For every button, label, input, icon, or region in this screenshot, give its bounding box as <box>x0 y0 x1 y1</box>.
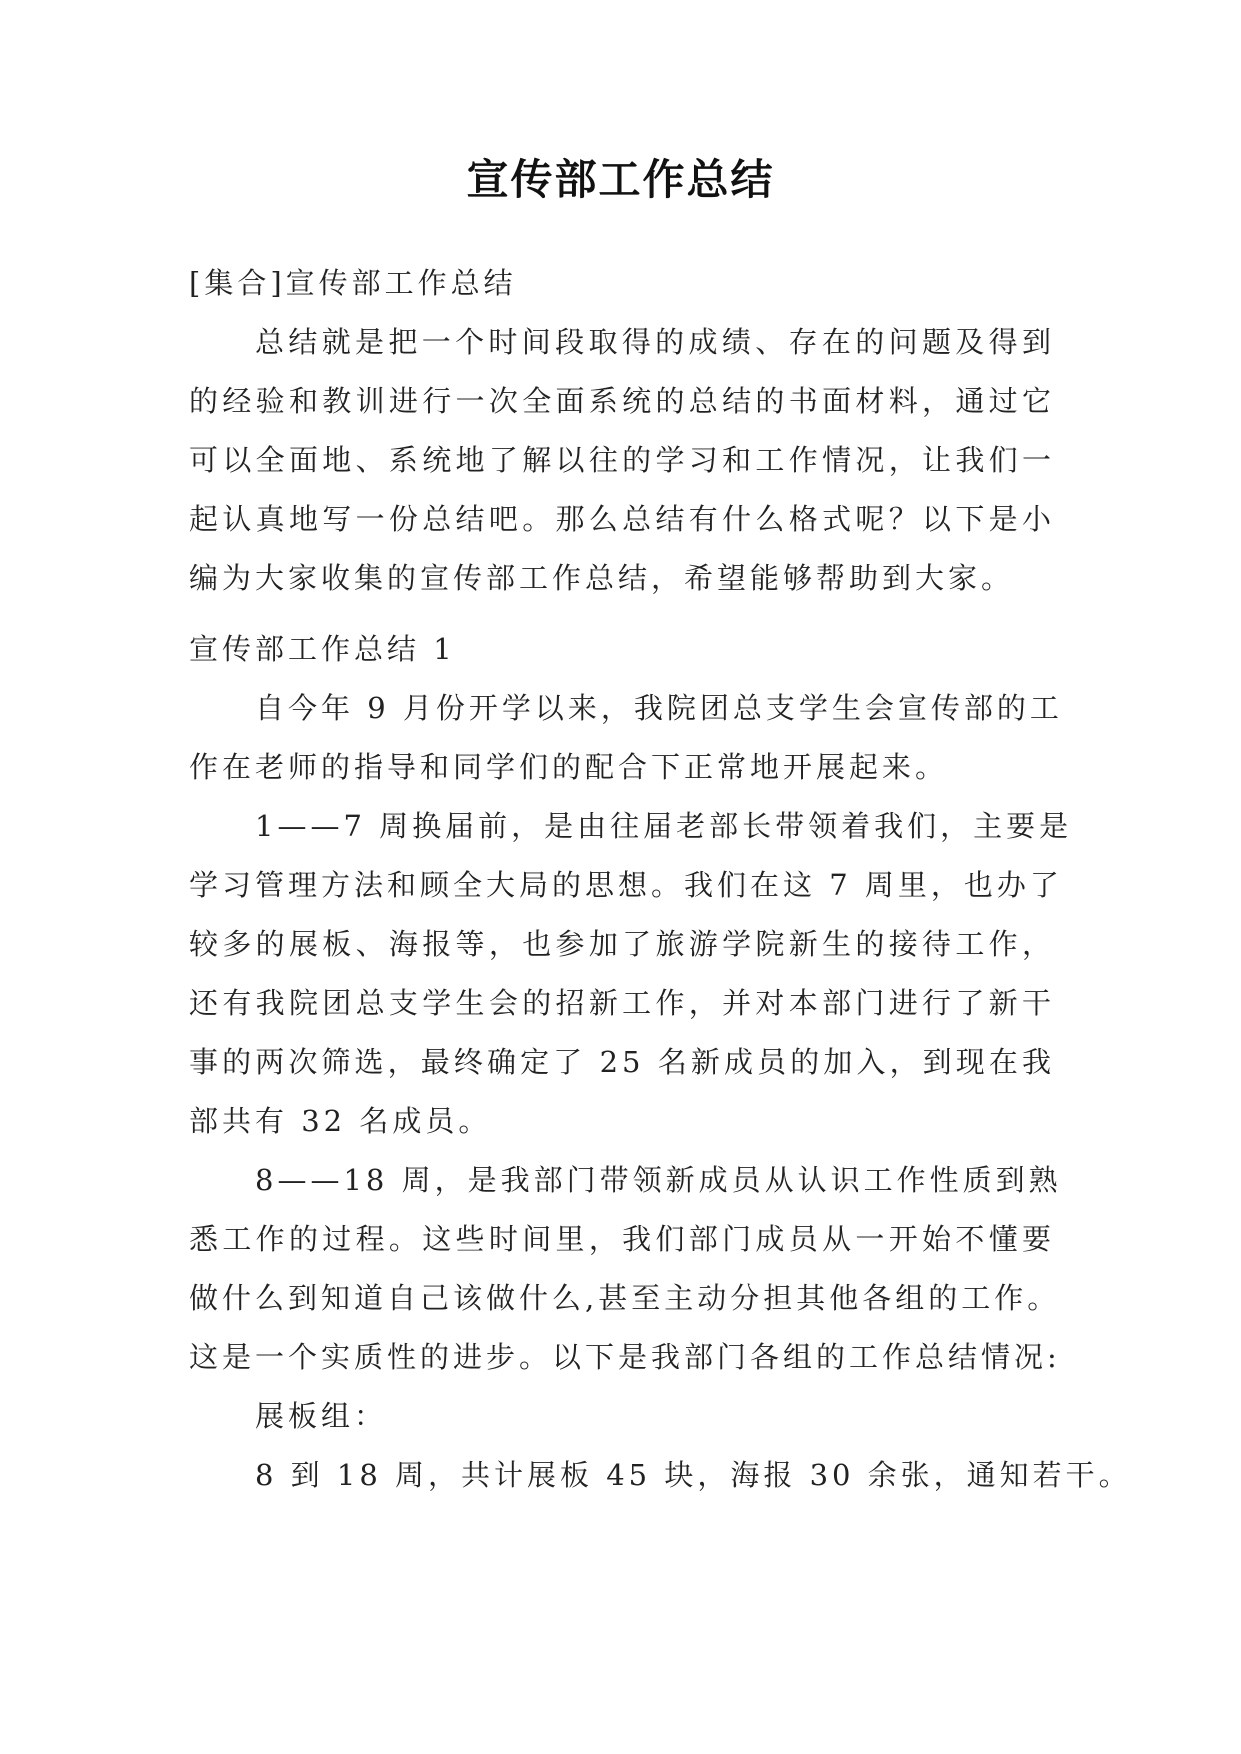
intro-line: 总结就是把一个时间段取得的成绩、存在的问题及得到 <box>255 325 1055 359</box>
intro-line: 编为大家收集的宣传部工作总结，希望能够帮助到大家。 <box>189 561 1015 595</box>
paragraph-line: 悉工作的过程。这些时间里，我们部门成员从一开始不懂要 <box>189 1222 1055 1256</box>
paragraph-line: 学习管理方法和顾全大局的思想。我们在这 7 周里，也办了 <box>189 868 1063 902</box>
paragraph-2 <box>189 797 1073 1151</box>
paragraph-line: 1——7 周换届前，是由往届老部长带领着我们，主要是 <box>255 809 1073 843</box>
paragraph-3 <box>189 1151 1062 1387</box>
group-summary-text: 8 到 18 周，共计展板 45 块，海报 30 余张，通知若干。 <box>255 1458 1132 1492</box>
intro-line: 可以全面地、系统地了解以往的学习和工作情况，让我们一 <box>189 443 1055 477</box>
paragraph-line: 较多的展板、海报等，也参加了旅游学院新生的接待工作， <box>189 927 1055 961</box>
subtitle-line: [集合]宣传部工作总结 <box>189 266 517 300</box>
paragraph-line: 作在老师的指导和同学们的配合下正常地开展起来。 <box>189 750 949 784</box>
paragraph-1 <box>189 679 1063 797</box>
document-title: 宣传部工作总结 <box>466 155 775 204</box>
section-heading-text: 宣传部工作总结 1 <box>189 632 456 666</box>
paragraph-line: 8——18 周，是我部门带领新成员从认识工作性质到熟 <box>255 1163 1062 1197</box>
intro-line: 起认真地写一份总结吧。那么总结有什么格式呢？以下是小 <box>189 502 1055 536</box>
group-heading-text: 展板组： <box>255 1399 388 1433</box>
document-subtitle <box>189 254 1055 313</box>
paragraph-line: 做什么到知道自己该做什么,甚至主动分担其他各组的工作。 <box>189 1281 1061 1315</box>
intro-line: 的经验和教训进行一次全面系统的总结的书面材料，通过它 <box>189 384 1055 418</box>
section-heading <box>189 620 1055 679</box>
paragraph-line: 自今年 9 月份开学以来，我院团总支学生会宣传部的工 <box>255 691 1063 725</box>
group-heading <box>189 1387 1055 1446</box>
group-summary <box>189 1446 1132 1505</box>
intro-paragraph <box>189 313 1055 608</box>
paragraph-line: 这是一个实质性的进步。以下是我部门各组的工作总结情况: <box>189 1340 1061 1374</box>
paragraph-line: 还有我院团总支学生会的招新工作，并对本部门进行了新干 <box>189 986 1055 1020</box>
paragraph-line: 事的两次筛选，最终确定了 25 名新成员的加入，到现在我 <box>189 1045 1055 1079</box>
paragraph-line: 部共有 32 名成员。 <box>189 1104 492 1138</box>
